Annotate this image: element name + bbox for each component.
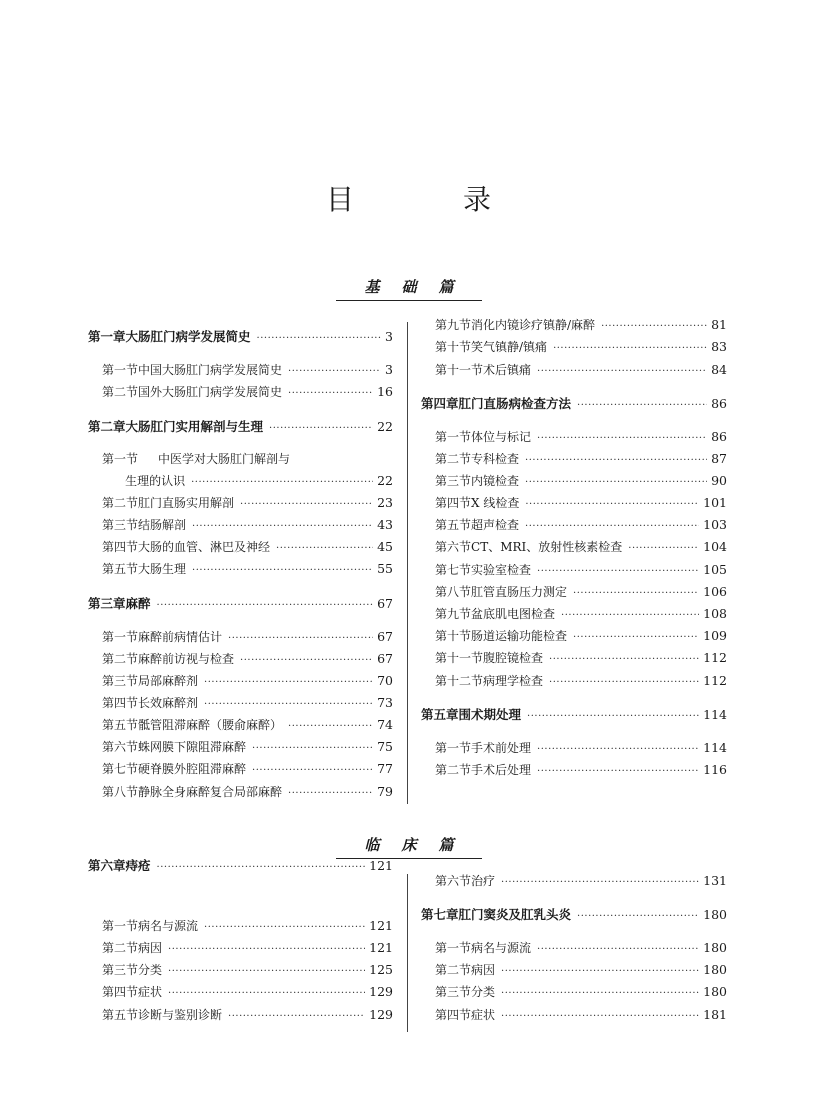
page-number: 103	[703, 517, 727, 532]
section-title: 病名与源流	[138, 919, 199, 933]
dot-leader	[288, 366, 381, 377]
section-number: 第十节	[435, 340, 472, 354]
section-title: 分类	[471, 985, 496, 999]
dot-leader	[601, 321, 707, 332]
section-entry	[435, 939, 727, 956]
dot-leader	[525, 521, 699, 532]
section-title: 麻醉前病情估计	[138, 630, 223, 644]
page-number: 90	[711, 473, 727, 488]
dot-leader	[288, 721, 373, 732]
section-title: 诊断与鉴别诊断	[138, 1008, 223, 1022]
dot-leader	[577, 911, 699, 922]
dot-leader	[573, 588, 699, 599]
page-number: 180	[703, 984, 727, 999]
dot-leader	[269, 423, 373, 434]
dot-leader	[204, 922, 365, 933]
section-entry	[435, 627, 727, 644]
dot-leader	[252, 743, 373, 754]
section-number: 第五节	[102, 562, 139, 576]
section-number: 第八节	[102, 785, 139, 799]
section-number: 第六节	[102, 740, 139, 754]
dot-leader	[501, 988, 699, 999]
dot-leader	[501, 877, 699, 888]
dot-leader	[157, 600, 374, 611]
dot-leader	[240, 499, 373, 510]
page-number: 86	[711, 429, 727, 444]
section-title: 病因	[471, 963, 496, 977]
section-title: 超声检查	[471, 518, 520, 532]
section-title: 内镜检查	[471, 474, 520, 488]
section-entry	[435, 761, 727, 778]
dot-leader	[537, 944, 699, 955]
dot-leader	[240, 655, 373, 666]
section-entry	[102, 560, 393, 577]
dot-leader	[527, 711, 699, 722]
section-entry	[435, 672, 727, 689]
section-entry	[102, 516, 393, 533]
section-number: 第三节	[102, 963, 139, 977]
page-number: 116	[703, 762, 727, 777]
section-title: CT、MRI、放射性核素检查	[471, 540, 623, 554]
section-number: 第一节	[435, 941, 472, 955]
section-number: 第四节	[102, 540, 139, 554]
section-title: 局部麻醉剂	[138, 674, 199, 688]
section-entry	[102, 450, 393, 467]
page-number: 74	[377, 717, 393, 732]
section-entry	[102, 383, 393, 400]
section-number: 第九节	[435, 607, 472, 621]
section-entry	[435, 516, 727, 533]
page-number: 86	[711, 396, 727, 411]
page-number: 129	[369, 984, 393, 999]
section-title: 蛛网膜下隙阻滞麻醉	[138, 740, 247, 754]
column-divider	[407, 322, 408, 804]
section-number: 第十节	[435, 629, 472, 643]
chapter-title: 大肠肛门病学发展简史	[125, 329, 251, 344]
section-title: 生理的认识	[125, 474, 186, 488]
chapter-title: 肛门窦炎及肛乳头炎	[458, 907, 572, 922]
page-number: 79	[377, 784, 393, 799]
page-number: 114	[703, 707, 727, 722]
page-number: 84	[711, 362, 727, 377]
section-title: 中国大肠肛门病学发展简史	[138, 363, 283, 377]
section-entry	[435, 561, 727, 578]
section-title: 笑气镇静/镇痛	[471, 340, 548, 354]
section-entry	[102, 1006, 393, 1023]
section-title: 中医学对大肠肛门解剖与	[158, 452, 291, 466]
page-number: 70	[377, 673, 393, 688]
chapter-title: 围术期处理	[458, 707, 522, 722]
section-number: 第十一节	[435, 363, 484, 377]
section-title: 症状	[138, 985, 163, 999]
dot-leader	[553, 343, 707, 354]
dot-leader	[537, 766, 699, 777]
page-number: 23	[377, 495, 393, 510]
dot-leader	[561, 610, 699, 621]
section-number: 第六节	[435, 540, 472, 554]
section-entry	[102, 716, 393, 733]
dot-leader	[168, 988, 365, 999]
section-title: 专科检查	[471, 452, 520, 466]
section-entry	[435, 605, 727, 622]
page-number: 105	[703, 562, 727, 577]
page-number: 112	[703, 673, 727, 688]
dot-leader	[549, 654, 699, 665]
page-number: 129	[369, 1007, 393, 1022]
chapter-number: 第五章	[421, 707, 459, 722]
page-number: 180	[703, 907, 727, 922]
dot-leader	[525, 455, 707, 466]
dot-leader	[192, 565, 373, 576]
section-title: 肛门直肠实用解剖	[138, 496, 235, 510]
section-title: 麻醉前访视与检查	[138, 652, 235, 666]
dot-leader	[228, 1011, 365, 1022]
dot-leader	[192, 521, 373, 532]
dot-leader	[537, 433, 707, 444]
section-number: 第四节	[435, 496, 472, 510]
section-entry	[102, 983, 393, 1000]
section-title: X 线检查	[471, 496, 520, 510]
section-number: 第二节	[102, 385, 139, 399]
section-entry	[102, 939, 393, 956]
section-title: 体位与标记	[471, 430, 532, 444]
dot-leader	[204, 677, 373, 688]
section-entry	[435, 494, 727, 511]
page-number: 43	[377, 517, 393, 532]
page-number: 83	[711, 339, 727, 354]
chapter-title: 麻醉	[125, 596, 151, 611]
dot-leader	[537, 566, 699, 577]
section-number: 第五节	[102, 718, 139, 732]
chapter-number: 第三章	[88, 596, 126, 611]
dot-leader	[204, 699, 373, 710]
page-number: 101	[703, 495, 727, 510]
page-number: 55	[377, 561, 393, 576]
section-number: 第一节	[102, 452, 139, 466]
page-number: 180	[703, 940, 727, 955]
page-number: 67	[377, 629, 393, 644]
page-number: 67	[377, 651, 393, 666]
dot-leader	[191, 477, 373, 488]
chapter-number: 第六章	[88, 858, 126, 873]
section-title: 消化内镜诊疗镇静/麻醉	[471, 318, 596, 332]
section-number: 第一节	[102, 363, 139, 377]
dot-leader	[501, 1011, 699, 1022]
column-divider	[407, 874, 408, 1032]
dot-leader	[537, 744, 699, 755]
section-title: 病理学检查	[483, 674, 544, 688]
chapter-entry	[421, 905, 727, 923]
section-number: 第四节	[435, 1008, 472, 1022]
section-entry	[435, 739, 727, 756]
chapter-entry	[421, 394, 727, 412]
section-entry	[102, 783, 393, 800]
dot-leader	[257, 333, 382, 344]
section-entry	[435, 428, 727, 445]
dot-leader	[573, 632, 699, 643]
page-number: 121	[369, 858, 393, 873]
section-entry	[102, 760, 393, 777]
section-number: 第三节	[435, 474, 472, 488]
chapter-number: 第一章	[88, 329, 126, 344]
chapter-title: 大肠肛门实用解剖与生理	[125, 419, 264, 434]
dot-leader	[525, 499, 699, 510]
dot-leader	[168, 966, 365, 977]
section-number: 第二节	[102, 652, 139, 666]
dot-leader	[288, 388, 373, 399]
section-entry	[102, 694, 393, 711]
section-title: 肠道运输功能检查	[471, 629, 568, 643]
section-number: 第二节	[102, 941, 139, 955]
section-number: 第八节	[435, 585, 472, 599]
dot-leader	[276, 543, 373, 554]
section-entry	[435, 472, 727, 489]
section-entry	[435, 649, 727, 666]
section-number: 第二节	[435, 452, 472, 466]
section-title: 治疗	[471, 874, 496, 888]
section-number: 第一节	[435, 430, 472, 444]
section-number: 第一节	[102, 630, 139, 644]
part-heading-clinical: 临床篇	[336, 834, 482, 859]
section-title: 分类	[138, 963, 163, 977]
section-title: 骶管阻滞麻醉（腰俞麻醉）	[138, 718, 283, 732]
section-title: 国外大肠肛门病学发展简史	[138, 385, 283, 399]
section-entry	[435, 872, 727, 889]
section-entry	[102, 538, 393, 555]
chapter-number: 第二章	[88, 419, 126, 434]
section-entry	[102, 361, 393, 378]
section-entry	[435, 583, 727, 600]
page-title: 目 录	[326, 183, 541, 216]
section-title: 手术前处理	[471, 741, 532, 755]
dot-leader	[628, 543, 699, 554]
dot-leader	[168, 944, 365, 955]
section-entry	[102, 961, 393, 978]
chapter-entry	[421, 705, 727, 723]
section-entry	[435, 1006, 727, 1023]
section-number: 第一节	[102, 919, 139, 933]
section-entry	[102, 917, 393, 934]
dot-leader	[525, 477, 707, 488]
page-number: 87	[711, 451, 727, 466]
section-title: 大肠的血管、淋巴及神经	[138, 540, 271, 554]
part-heading-basic: 基础篇	[336, 276, 482, 301]
section-entry	[435, 538, 727, 555]
section-number: 第五节	[435, 518, 472, 532]
section-title: 硬脊膜外腔阻滞麻醉	[138, 762, 247, 776]
section-number: 第四节	[102, 696, 139, 710]
chapter-number: 第七章	[421, 907, 459, 922]
section-number: 第六节	[435, 874, 472, 888]
page-number: 181	[703, 1007, 727, 1022]
section-title: 术后镇痛	[483, 363, 532, 377]
chapter-entry	[88, 417, 393, 435]
section-title: 长效麻醉剂	[138, 696, 199, 710]
section-title: 结肠解剖	[138, 518, 187, 532]
section-number: 第二节	[102, 496, 139, 510]
section-title: 手术后处理	[471, 763, 532, 777]
page-number: 180	[703, 962, 727, 977]
page-number: 104	[703, 539, 727, 554]
section-title: 病因	[138, 941, 163, 955]
page-number: 125	[369, 962, 393, 977]
page-number: 112	[703, 650, 727, 665]
page-number: 81	[711, 317, 727, 332]
section-entry	[102, 650, 393, 667]
section-entry	[435, 338, 727, 355]
page-number: 106	[703, 584, 727, 599]
section-entry	[435, 450, 727, 467]
page-number: 109	[703, 628, 727, 643]
page-number: 114	[703, 740, 727, 755]
dot-leader	[252, 765, 373, 776]
section-entry	[102, 738, 393, 755]
section-title: 盆底肌电图检查	[471, 607, 556, 621]
page-number: 67	[377, 596, 393, 611]
page-number: 45	[377, 539, 393, 554]
section-title: 症状	[471, 1008, 496, 1022]
dot-leader	[501, 966, 699, 977]
section-number: 第四节	[102, 985, 139, 999]
page-number: 108	[703, 606, 727, 621]
section-entry	[102, 628, 393, 645]
page-number: 22	[377, 473, 393, 488]
chapter-entry	[88, 856, 393, 874]
section-number: 第三节	[102, 518, 139, 532]
page-number: 121	[369, 940, 393, 955]
section-number: 第七节	[102, 762, 139, 776]
section-number: 第三节	[435, 985, 472, 999]
page-number: 131	[703, 873, 727, 888]
chapter-title: 肛门直肠病检查方法	[458, 396, 572, 411]
chapter-entry	[88, 594, 393, 612]
section-number: 第十二节	[435, 674, 484, 688]
page-number: 75	[377, 739, 393, 754]
page-number: 22	[377, 419, 393, 434]
page-number: 73	[377, 695, 393, 710]
dot-leader	[537, 366, 707, 377]
dot-leader	[577, 400, 707, 411]
dot-leader	[288, 788, 373, 799]
section-number: 第五节	[102, 1008, 139, 1022]
page-number: 3	[385, 362, 393, 377]
page-number: 121	[369, 918, 393, 933]
section-title: 实验室检查	[471, 563, 532, 577]
chapter-number: 第四章	[421, 396, 459, 411]
dot-leader	[228, 633, 373, 644]
section-entry	[435, 983, 727, 1000]
chapter-entry	[88, 327, 393, 345]
section-entry	[435, 961, 727, 978]
section-entry	[102, 672, 393, 689]
section-title: 肛管直肠压力测定	[471, 585, 568, 599]
dot-leader	[157, 862, 366, 873]
section-title: 腹腔镜检查	[483, 651, 544, 665]
section-number: 第七节	[435, 563, 472, 577]
page-number: 16	[377, 384, 393, 399]
section-number: 第三节	[102, 674, 139, 688]
section-number: 第一节	[435, 741, 472, 755]
section-entry	[102, 494, 393, 511]
section-entry	[102, 472, 393, 489]
section-number: 第十一节	[435, 651, 484, 665]
section-entry	[435, 361, 727, 378]
page-number: 3	[385, 329, 393, 344]
section-title: 静脉全身麻醉复合局部麻醉	[138, 785, 283, 799]
section-title: 大肠生理	[138, 562, 187, 576]
section-number: 第二节	[435, 763, 472, 777]
dot-leader	[549, 677, 699, 688]
page-number: 77	[377, 761, 393, 776]
section-title: 病名与源流	[471, 941, 532, 955]
section-number: 第二节	[435, 963, 472, 977]
chapter-title: 痔疮	[125, 858, 151, 873]
section-number: 第九节	[435, 318, 472, 332]
section-entry	[435, 316, 727, 333]
